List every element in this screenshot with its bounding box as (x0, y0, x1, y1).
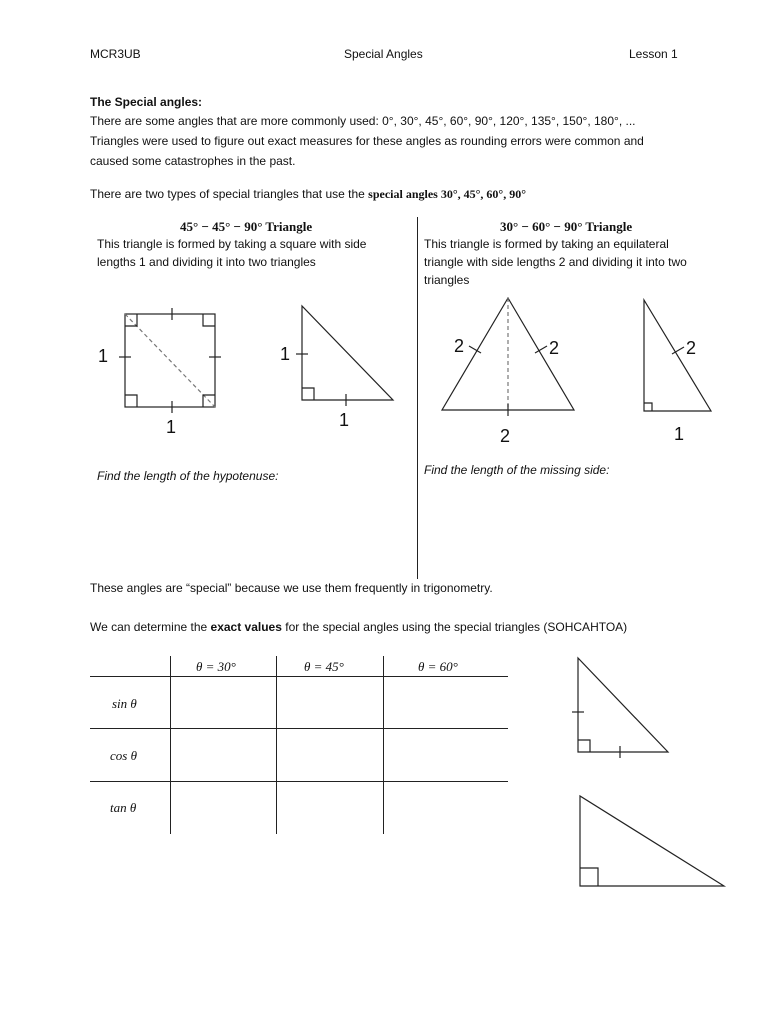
table-row-tan: tan θ (110, 800, 137, 815)
table-header-30: θ = 30° (196, 659, 236, 674)
right-desc-1: This triangle is formed by taking an equilateral (424, 237, 669, 251)
right-angle-mark (580, 868, 598, 886)
table-rule (90, 676, 508, 677)
triangle-shape (580, 796, 724, 886)
intro-line-3: caused some catastrophes in the past. (90, 154, 296, 168)
exact-bold: exact values (210, 620, 282, 634)
missing-side-prompt: Find the length of the missing side: (424, 463, 610, 477)
exact-values-sentence (90, 617, 627, 637)
square-side-label: 1 (98, 346, 109, 366)
half-equilateral-triangle (644, 300, 711, 411)
square-bottom-label: 1 (166, 417, 177, 437)
left-desc-1: This triangle is formed by taking a square with side (97, 237, 367, 251)
right-desc-2: triangle with side lengths 2 and dividing it into two (424, 255, 687, 269)
triangle-side-label: 1 (280, 344, 291, 364)
intro-line-2: Triangles were used to figure out exact measures for these angles as rounding errors were common and (90, 134, 644, 148)
right-angle-mark (125, 395, 137, 407)
square-diagonal (125, 314, 215, 407)
table-header-45: θ = 45° (304, 659, 344, 674)
right-angle-mark (203, 314, 215, 326)
triangle-shape (578, 658, 668, 752)
triangle-shape (644, 300, 711, 411)
lesson-number: Lesson 1 (629, 47, 678, 61)
left-title: 45° − 45° − 90° Triangle (180, 219, 313, 234)
right-angle-mark (302, 388, 314, 400)
page-title: Special Angles (344, 47, 423, 61)
equilateral-bottom-label: 2 (500, 426, 511, 446)
table-row-cos: cos θ (110, 748, 137, 763)
exact-suffix: for the special angles using the special triangles (SOHCAHTOA) (281, 620, 628, 634)
hypotenuse-prompt: Find the length of the hypotenuse: (97, 469, 279, 483)
right-title: 30° − 60° − 90° Triangle (500, 219, 633, 234)
table-rule (383, 656, 384, 834)
intro-line-1: There are some angles that are more commonly used: 0°, 30°, 45°, 60°, 90°, 120°, 135°, 150°, 180°, ... (90, 114, 636, 128)
table-rule (276, 656, 277, 834)
right-angle-mark (644, 403, 652, 411)
equilateral-left-label: 2 (454, 336, 465, 356)
triangle-shape (302, 306, 393, 400)
special-note: These angles are “special” because we use them frequently in trigonometry. (90, 581, 493, 595)
types-prefix: There are two types of special triangles that use the (90, 187, 369, 201)
table-rule (170, 656, 171, 834)
course-code: MCR3UB (90, 47, 141, 61)
table-row-sin: sin θ (112, 696, 137, 711)
blank-triangle-2 (580, 796, 724, 886)
table-rule (90, 781, 508, 782)
half-hypotenuse-label: 2 (686, 338, 697, 358)
left-desc-2: lengths 1 and dividing it into two triangles (97, 255, 316, 269)
half-square-triangle (296, 306, 393, 406)
equilateral-right-label: 2 (549, 338, 560, 358)
exact-prefix: We can determine the (90, 620, 211, 634)
triangle-bottom-label: 1 (339, 410, 350, 430)
right-angle-mark (578, 740, 590, 752)
types-bold: special angles 30°, 45°, 60°, 90° (368, 187, 527, 201)
table-rule (90, 728, 508, 729)
table-header-60: θ = 60° (418, 659, 458, 674)
half-bottom-label: 1 (674, 424, 685, 444)
section-heading: The Special angles: (90, 95, 203, 109)
right-desc-3: triangles (424, 273, 470, 287)
blank-triangle-1 (572, 658, 668, 758)
